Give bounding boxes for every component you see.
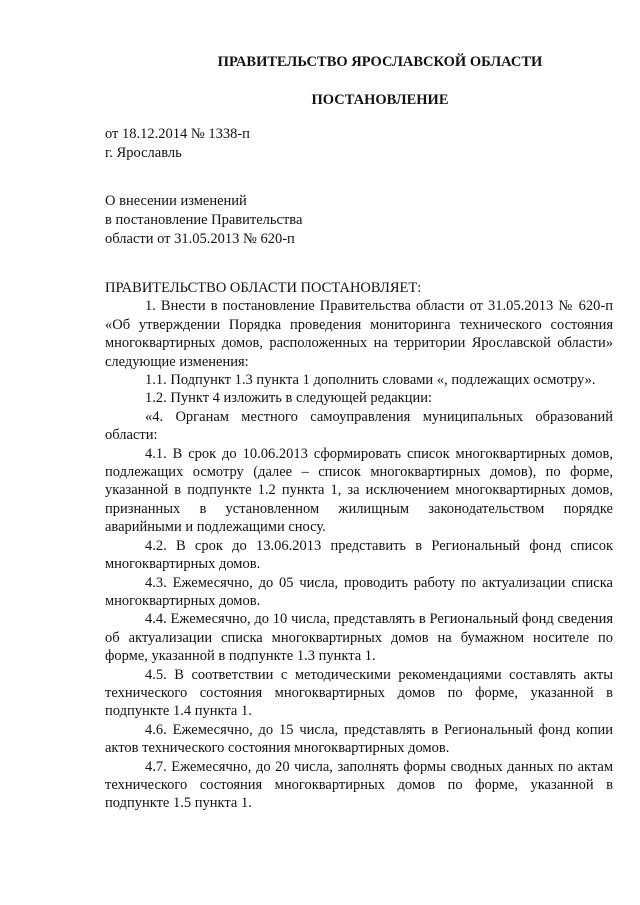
city: г. Ярославль xyxy=(105,145,182,161)
document-meta xyxy=(105,125,250,163)
government-title: ПРАВИТЕЛЬСТВО ЯРОСЛАВСКОЙ ОБЛАСТИ xyxy=(217,54,543,70)
paragraph-4-2: 4.2. В срок до 13.06.2013 представить в Региональный фонд список многоквартирных домов. xyxy=(105,537,613,573)
subject-line-1: О внесении изменений xyxy=(105,193,247,209)
paragraph-4-5: 4.5. В соответствии с методическими рекомендациями составлять акты технического состояния многоквартирных домов по форме, указанной в подпункте 1.4 пункта 1. xyxy=(105,666,613,720)
subject-line-3: области от 31.05.2013 № 620-п xyxy=(105,231,295,247)
subject-line-2: в постановление Правительства xyxy=(105,212,303,228)
paragraph-4-4: 4.4. Ежемесячно, до 10 числа, представлять в Региональный фонд сведения об актуализации списка многоквартирных домов на бумажном носителе по форме, указанной в подпункте 1.3 пункта 1. xyxy=(105,611,613,665)
document-body xyxy=(105,279,613,813)
decree-line: ПРАВИТЕЛЬСТВО ОБЛАСТИ ПОСТАНОВЛЯЕТ: xyxy=(105,280,422,296)
paragraph-4: «4. Органам местного самоуправления муниципальных образований области: xyxy=(105,408,613,444)
paragraph-4-1: 4.1. В срок до 10.06.2013 сформировать список многоквартирных домов, подлежащих осмотру (далее – список многоквартирных домов), по форме, указанной в подпункте 1.2 пункта 1, за исключением многоквартирных домов, признанных в установленном жилищным законодательством порядке аварийными и подлежащими сносу. xyxy=(105,445,613,536)
paragraph-1-2: 1.2. Пункт 4 изложить в следующей редакции: xyxy=(145,390,433,407)
paragraph-4-6: 4.6. Ежемесячно, до 15 числа, представлять в Региональный фонд копии актов технического состояния многоквартирных домов. xyxy=(105,721,613,757)
paragraph-4-7: 4.7. Ежемесячно, до 20 числа, заполнять формы сводных данных по актам технического состояния многоквартирных домов по форме, указанной в подпункте 1.5 пункта 1. xyxy=(105,758,613,812)
paragraph-1: 1. Внести в постановление Правительства области от 31.05.2013 № 620-п «Об утверждении Порядка проведения мониторинга технического состояния многоквартирных домов, расположенных на территории Ярославской области» следующие изменения: xyxy=(105,298,613,370)
date-number: от 18.12.2014 № 1338-п xyxy=(105,126,250,142)
paragraph-1-1: 1.1. Подпункт 1.3 пункта 1 дополнить словами «, подлежащих осмотру». xyxy=(145,372,596,389)
document-subject xyxy=(105,192,302,249)
document-type-title: ПОСТАНОВЛЕНИЕ xyxy=(311,92,449,108)
paragraph-4-3: 4.3. Ежемесячно, до 05 числа, проводить работу по актуализации списка многоквартирных домов. xyxy=(105,574,613,609)
